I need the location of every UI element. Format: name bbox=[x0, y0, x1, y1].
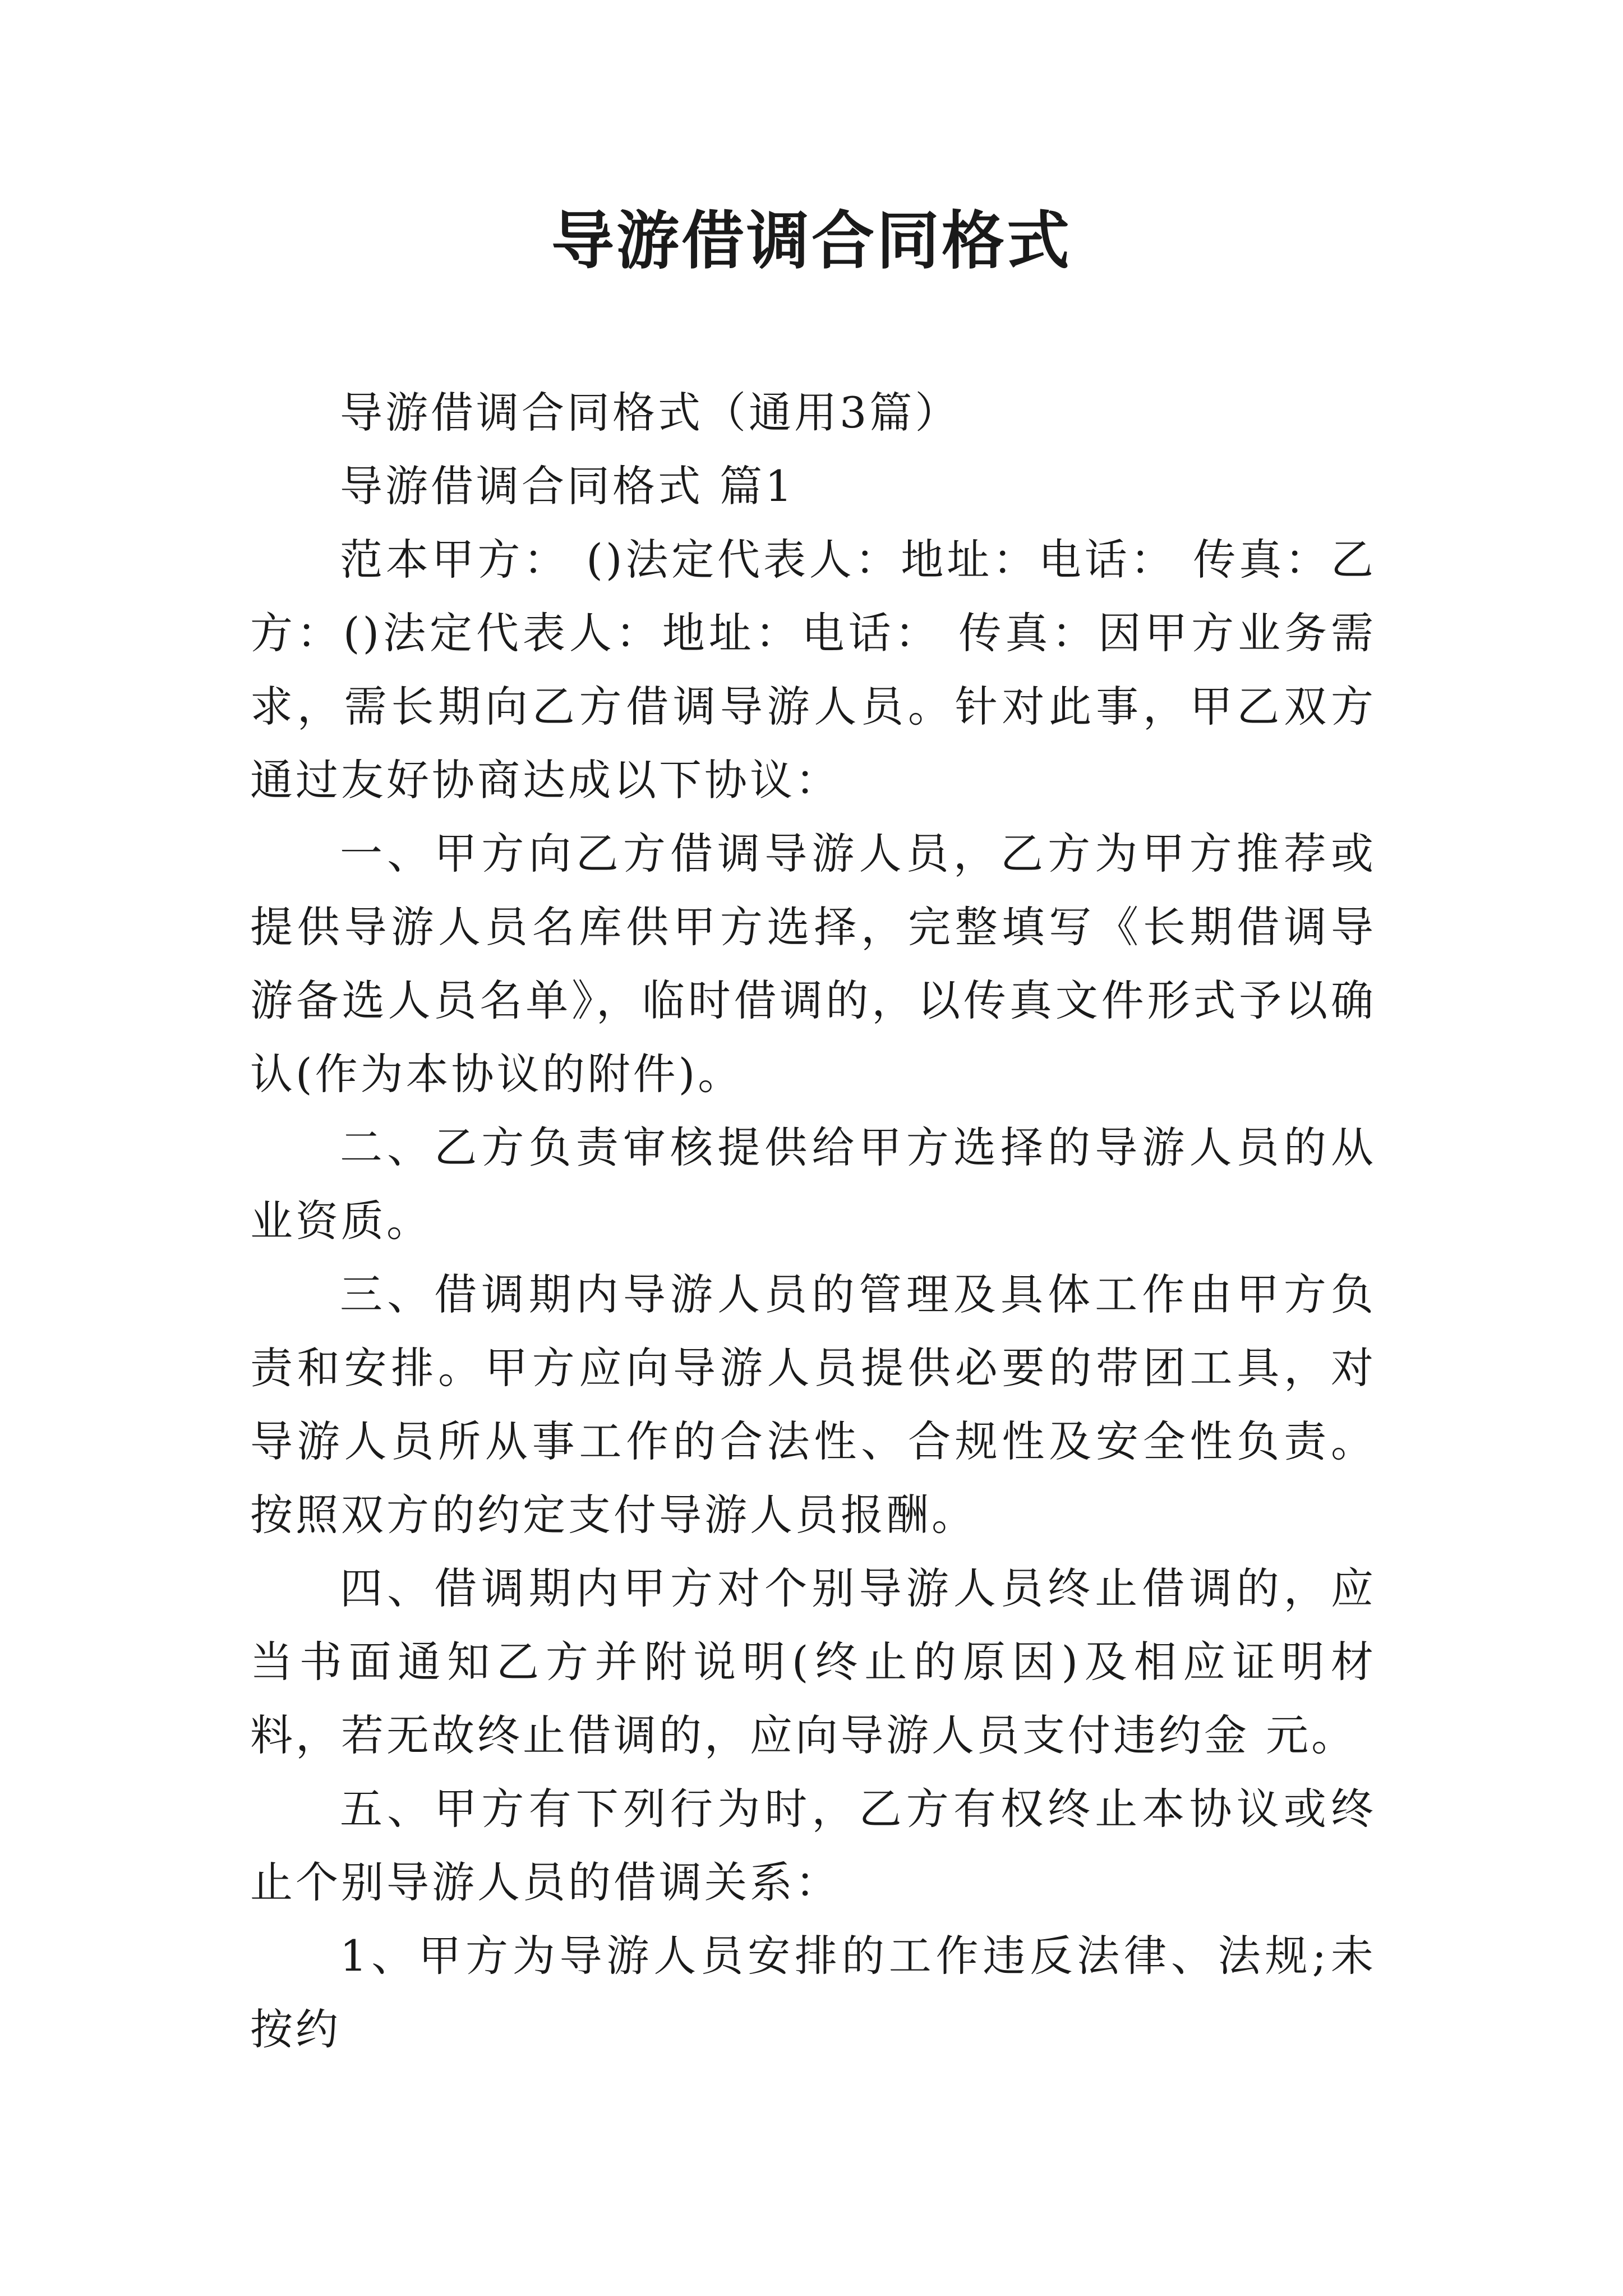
paragraph-clause-5: 五、甲方有下列行为时，乙方有权终止本协议或终止个别导游人员的借调关系： bbox=[250, 1784, 1376, 1907]
paragraph-clause-4: 四、借调期内甲方对个别导游人员终止借调的，应当书面通知乙方并附说明(终止的原因)及相应证明材料，若无故终止借调的，应向导游人员支付违约金 元。 bbox=[250, 1563, 1376, 1760]
paragraph-subtitle: 导游借调合同格式（通用3篇） bbox=[340, 388, 961, 438]
paragraph-section-heading: 导游借调合同格式 篇1 bbox=[340, 461, 795, 511]
paragraph-clause-5-item-1: 1、甲方为导游人员安排的工作违反法律、法规;未按约 bbox=[250, 1931, 1376, 2054]
document-body bbox=[250, 376, 1376, 2066]
paragraph-clause-1: 一、甲方向乙方借调导游人员，乙方为甲方推荐或提供导游人员名库供甲方选择，完整填写《长期借调导游备选人员名单》，临时借调的，以传真文件形式予以确认(作为本协议的附件)。 bbox=[250, 829, 1376, 1099]
paragraph-clause-2: 二、乙方负责审核提供给甲方选择的导游人员的从业资质。 bbox=[250, 1122, 1376, 1246]
document-title: 导游借调合同格式 bbox=[551, 205, 1072, 278]
paragraph-parties: 范本甲方： ()法定代表人：地址：电话： 传真：乙方：()法定代表人：地址：电话： 传真：因甲方业务需求，需长期向乙方借调导游人员。针对此事，甲乙双方通过友好协商达成以下协议： bbox=[250, 535, 1376, 805]
paragraph-clause-3: 三、借调期内导游人员的管理及具体工作由甲方负责和安排。甲方应向导游人员提供必要的带团工具，对导游人员所从事工作的合法性、合规性及安全性负责。按照双方的约定支付导游人员报酬。 bbox=[250, 1269, 1376, 1540]
